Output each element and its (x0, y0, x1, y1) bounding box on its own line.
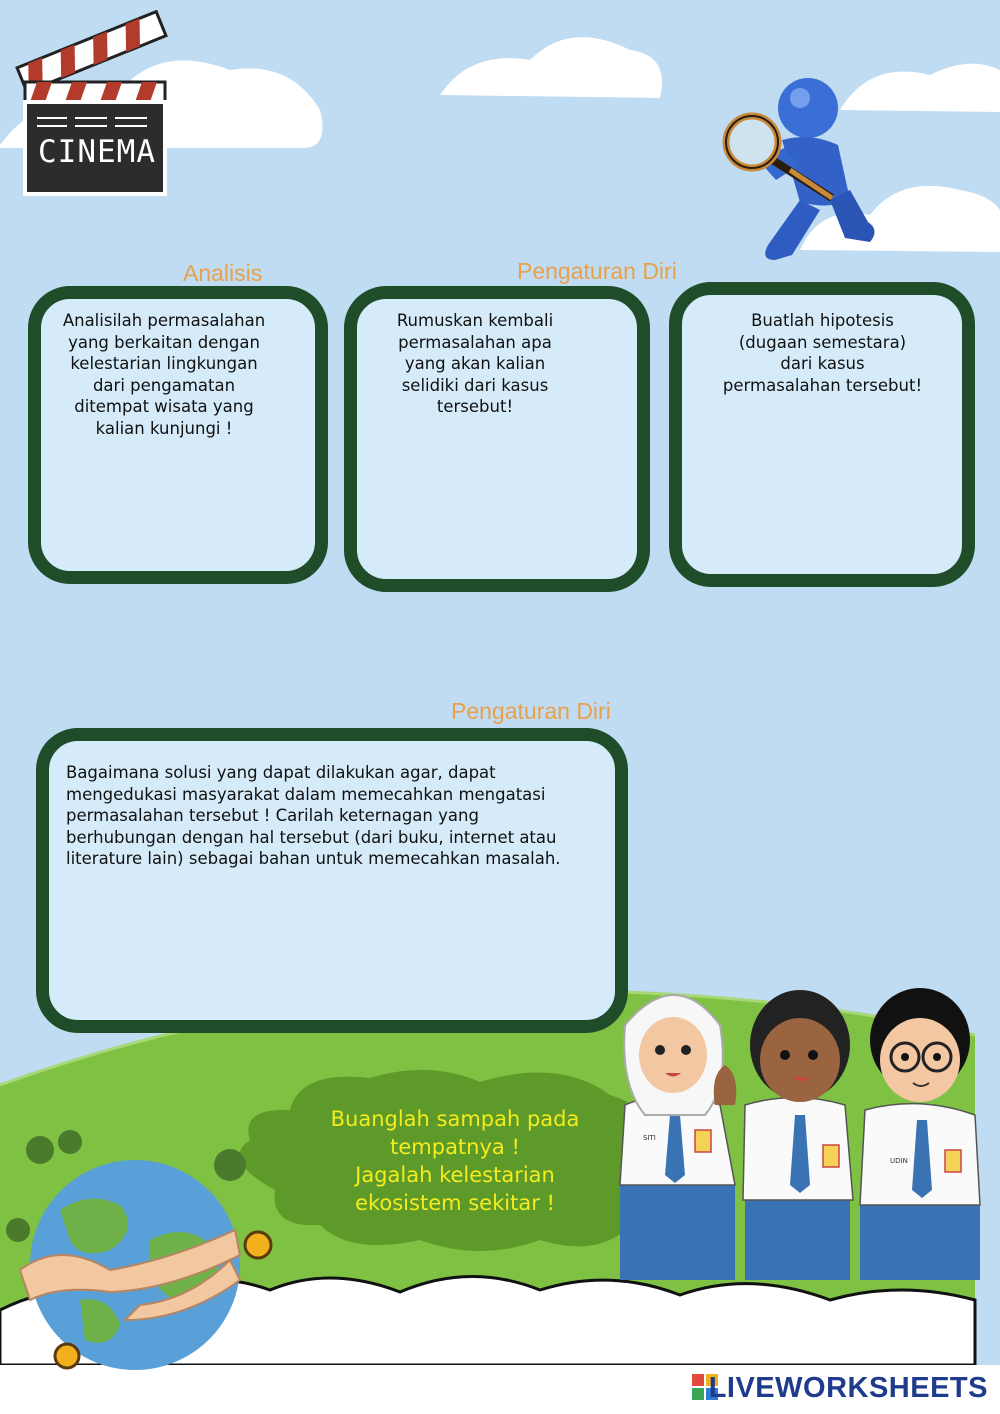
prompt-hipotesis: Buatlah hipotesis (dugaan semestara) dari kasus permasalahan tersebut! (722, 311, 923, 395)
heading-pengaturan-diri-top: Pengaturan Diri (517, 258, 677, 284)
cinema-sign-text: CINEMA (38, 134, 156, 170)
heading-analisis: Analisis (183, 260, 263, 286)
earth-hug-icon (0, 1120, 290, 1390)
badge-udin: UDIN (890, 1157, 908, 1165)
prompt-solusi: Bagaimana solusi yang dapat dilakukan agar, dapat mengedukasi masyarakat dalam memecahkan mengatasi permasalahan tersebut ! Carilah keternagan yang berhubungan dengan hal tersebut (dari buku, internet atau literature lain) sebagai bahan untuk memecahkan masalah. (66, 763, 561, 868)
magnifier-figure-icon (720, 70, 885, 270)
prompt-rumuskan: Rumuskan kembali permasalahan apa yang akan kalian selidiki dari kasus tersebut! (396, 311, 554, 416)
speech-bubble-text: Buanglah sampah pada tempatnya ! Jagalah kelestarian ekosistem sekitar ! (330, 1107, 580, 1215)
clapperboard-icon (15, 10, 175, 205)
students-illustration (555, 965, 985, 1280)
brand-wordmark[interactable]: LIVEWORKSHEETS (708, 1372, 988, 1404)
badge-siti: SITI (643, 1134, 656, 1142)
heading-pengaturan-diri-bottom: Pengaturan Diri (451, 698, 611, 724)
prompt-analisis: Analisilah permasalahan yang berkaitan dengan kelestarian lingkungan dari pengamatan ditempat wisata yang kalian kunjungi ! (62, 311, 266, 438)
